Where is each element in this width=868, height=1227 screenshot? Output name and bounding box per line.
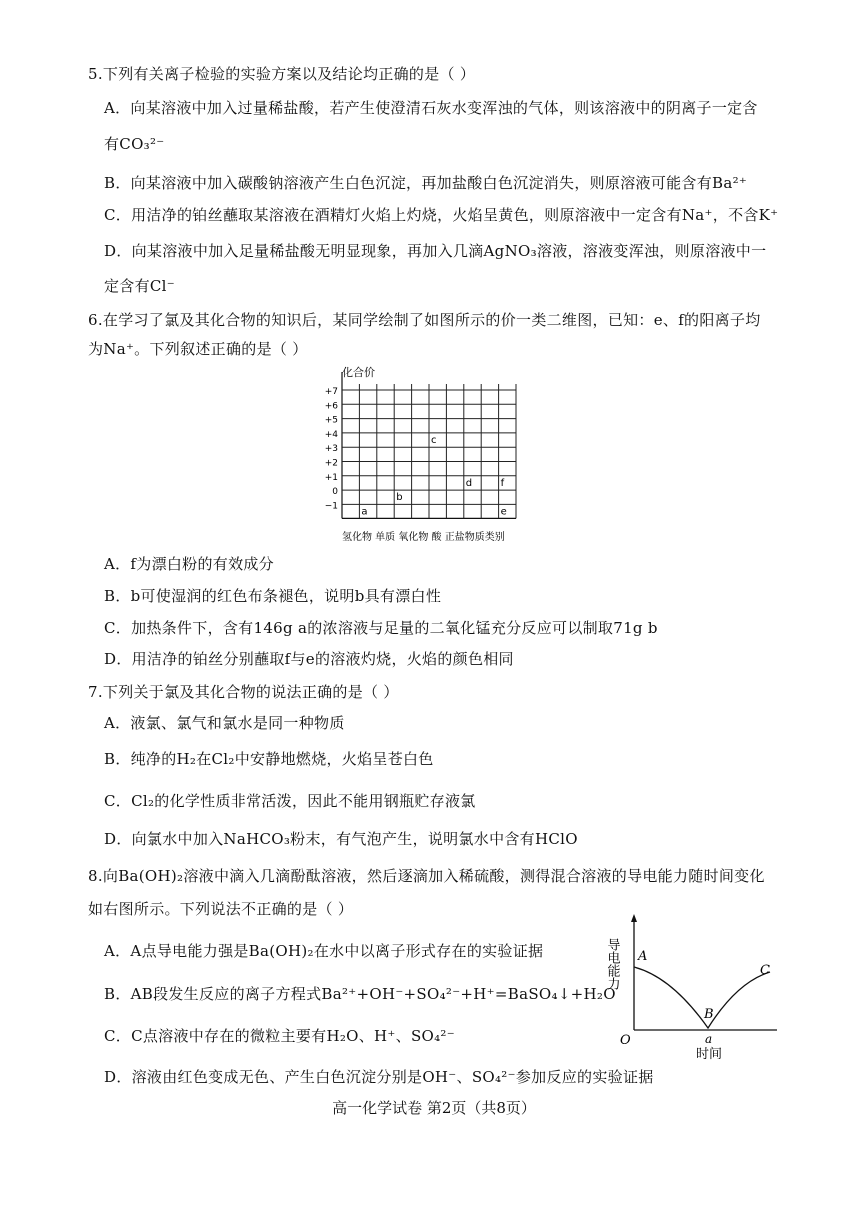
chart1-point-f: f [500,477,505,489]
chart1-ytick: +2 [324,458,338,469]
chart1-ytick: +3 [324,444,338,455]
q6-option-d: D．用洁净的铂丝分别蘸取f与e的溶液灼烧，火焰的颜色相同 [104,650,514,668]
q6-option-a: A．f为漂白粉的有效成分 [104,555,274,573]
chart2-xlabel: 时间 [696,1047,723,1062]
q8-stem-cont: 如右图所示。下列说法不正确的是（ ） [88,900,354,918]
valence-class-chart [312,364,552,546]
chart2-label-a: A [638,949,648,964]
chart2-origin: O [620,1033,631,1048]
chart1-ytick: +5 [324,415,338,426]
q6-stem: 6.在学习了氯及其化合物的知识后，某同学绘制了如图所示的价一类二维图，已知：e、f的阳离子均 [88,311,761,329]
chart1-ytick: −1 [324,501,338,512]
chart1-point-a: a [361,506,368,518]
q5-option-a: A．向某溶液中加入过量稀盐酸，若产生使澄清石灰水变浑浊的气体，则该溶液中的阴离子一定含 [104,99,758,117]
page-footer: 高一化学试卷 第2页（共8页） [332,1099,536,1117]
chart1-point-e: e [500,506,507,518]
q8-option-c: C．C点溶液中存在的微粒主要有H₂O、H⁺、SO₄²⁻ [104,1027,455,1045]
chart1-ytick: +7 [324,387,338,397]
q8-option-a: A．A点导电能力强是Ba(OH)₂在水中以离子形式存在的实验证据 [104,942,544,960]
q7-option-a: A．液氯、氯气和氯水是同一种物质 [104,714,345,732]
chart1-point-d: d [465,477,473,489]
q5-stem: 5.下列有关离子检验的实验方案以及结论均正确的是（ ） [88,65,476,83]
q5-option-d: D．向某溶液中加入足量稀盐酸无明显现象，再加入几滴AgNO₃溶液，溶液变浑浊，则原溶液中一 [104,242,767,260]
chart1-ylabel: 化合价 [342,366,375,379]
chart1-ytick: +4 [324,429,338,440]
q7-option-c: C．Cl₂的化学性质非常活泼，因此不能用钢瓶贮存液氯 [104,792,476,810]
q6-stem-cont: 为Na⁺。下列叙述正确的是（ ） [88,340,308,358]
chart2-label-c: C [760,963,770,978]
chart2-label-b: B [704,1007,714,1022]
q5-option-b: B．向某溶液中加入碳酸钠溶液产生白色沉淀，再加盐酸白色沉淀消失，则原溶液可能含有Ba²⁺ [104,174,748,192]
chart1-xlabel: 氢化物 单质 氧化物 酸 正盐物质类别 [342,532,505,543]
chart1-ytick: +6 [324,401,338,412]
q8-option-b: B．AB段发生反应的离子方程式Ba²⁺+OH⁻+SO₄²⁻+H⁺=BaSO₄↓+H₂O [104,985,616,1003]
chart1-ytick: +1 [324,472,338,483]
chart2-xmark: a [705,1032,713,1046]
q6-option-b: B．b可使湿润的红色布条褪色，说明b具有漂白性 [104,587,442,605]
q7-option-d: D．向氯水中加入NaHCO₃粉末，有气泡产生，说明氯水中含有HClO [104,830,578,848]
q5-option-a-cont: 有CO₃²⁻ [104,135,165,153]
conductivity-time-chart [604,912,782,1068]
chart2-y-arrow [631,914,637,922]
q8-option-d: D．溶液由红色变成无色、产生白色沉淀分别是OH⁻、SO₄²⁻参加反应的实验证据 [104,1068,654,1086]
q7-option-b: B．纯净的H₂在Cl₂中安静地燃烧，火焰呈苍白色 [104,750,434,768]
chart1-point-c: c [431,434,437,446]
chart2-ylabel: 导电能力 [604,938,620,990]
q7-stem: 7.下列关于氯及其化合物的说法正确的是（ ） [88,683,399,701]
q5-option-c: C．用洁净的铂丝蘸取某溶液在酒精灯火焰上灼烧，火焰呈黄色，则原溶液中一定含有Na⁺，不含K⁺ [104,206,779,224]
q6-option-c: C．加热条件下，含有146g a的浓溶液与足量的二氧化锰充分反应可以制取71g b [104,619,658,637]
q8-stem: 8.向Ba(OH)₂溶液中滴入几滴酚酞溶液，然后逐滴加入稀硫酸，测得混合溶液的导电能力随时间变化 [88,867,765,885]
chart1-ytick: 0 [332,487,338,498]
chart1-point-b: b [396,492,403,504]
chart2-curve [634,967,770,1028]
q5-option-d-cont: 定含有Cl⁻ [104,277,175,295]
